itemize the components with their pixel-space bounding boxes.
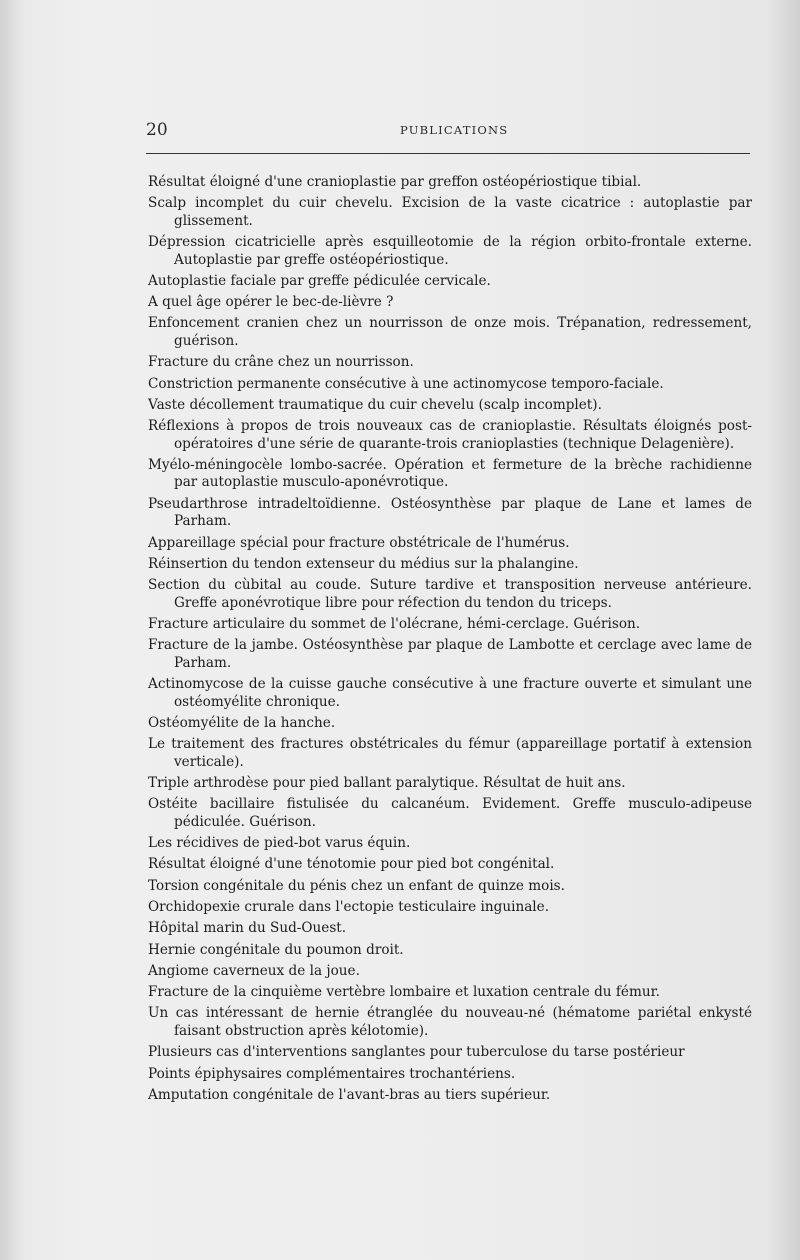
publication-entry: Points épiphysaires complémentaires trochantériens. (148, 1065, 516, 1082)
publication-entry: Triple arthrodèse pour pied ballant paralytique. Résultat de huit ans. (148, 774, 626, 791)
publication-entry: Vaste décollement traumatique du cuir chevelu (scalp incomplet). (148, 396, 602, 413)
publication-entry: Résultat éloigné d'une cranioplastie par greffon ostéopériostique tibial. (148, 174, 642, 190)
publication-entry: Dépression cicatricielle après esquilleotomie de la région orbito-frontale externe. Autoplastie par greffe ostéopériostique. (148, 234, 752, 268)
publication-entry: Fracture du crâne chez un nourrisson. (148, 354, 414, 371)
publication-entry: Orchidopexie crurale dans l'ectopie testiculaire inguinale. (148, 898, 550, 915)
publication-entry: Amputation congénitale de l'avant-bras au tiers supérieur. (148, 1086, 551, 1103)
publication-entry: Section du cùbital au coude. Suture tardive et transposition nerveuse antérieure. Greffe aponévrotique libre pour réfection du tendon du triceps. (148, 577, 752, 611)
publication-entry: Réflexions à propos de trois nouveaux cas de cranioplastie. Résultats éloignés post-opératoires d'une série de quarante-trois cranioplasties (technique Delagenière). (148, 418, 752, 452)
publication-entry: Fracture articulaire du sommet de l'olécrane, hémi-cerclage. Guérison. (148, 615, 641, 632)
running-title: PUBLICATIONS (400, 123, 509, 137)
publication-entry: Résultat éloigné d'une ténotomie pour pied bot congénital. (148, 856, 555, 873)
publication-entry: Réinsertion du tendon extenseur du médius sur la phalangine. (148, 555, 579, 572)
publication-entry: Un cas intéressant de hernie étranglée du nouveau-né (hématome pariétal enkysté faisant obstruction après kélotomie). (148, 1005, 752, 1039)
publication-entry: Hôpital marin du Sud-Ouest. (148, 920, 347, 937)
publication-entry: Hernie congénitale du poumon droit. (148, 941, 404, 958)
publication-entry: Fracture de la jambe. Ostéosynthèse par plaque de Lambotte et cerclage avec lame de Parham. (148, 637, 752, 671)
publication-entry: Fracture de la cinquième vertèbre lombaire et luxation centrale du fémur. (148, 984, 660, 1001)
publication-entry: Torsion congénitale du pénis chez un enfant de quinze mois. (148, 877, 565, 894)
publication-entry: Ostéite bacillaire fistulisée du calcanéum. Evidement. Greffe musculo-adipeuse pédiculée. Guérison. (148, 796, 752, 830)
publication-entry: Les récidives de pied-bot varus équin. (148, 835, 411, 852)
publication-entry: Scalp incomplet du cuir chevelu. Excision de la vaste cicatrice : autoplastie par glissement. (148, 195, 752, 229)
publication-entry: Ostéomyélite de la hanche. (148, 714, 336, 731)
publication-entry: Autoplastie faciale par greffe pédiculée cervicale. (148, 272, 491, 289)
publication-entry: Myélo-méningocèle lombo-sacrée. Opération et fermeture de la brèche rachidienne par autoplastie musculo-aponévrotique. (148, 456, 752, 491)
publication-entry: A quel âge opérer le bec-de-lièvre ? (148, 294, 394, 311)
publication-entry: Appareillage spécial pour fracture obstétricale de l'humérus. (148, 534, 570, 551)
header-rule (146, 153, 750, 154)
publication-list (148, 174, 752, 1108)
publication-entry: Angiome caverneux de la joue. (148, 962, 360, 979)
publication-entry: Enfoncement cranien chez un nourrisson de onze mois. Trépanation, redressement, guérison. (148, 315, 752, 349)
page-number: 20 (146, 120, 168, 140)
publication-entry: Pseudarthrose intradeltoïdienne. Ostéosynthèse par plaque de Lane et lames de Parham. (148, 495, 752, 530)
publication-entry: Plusieurs cas d'interventions sanglantes pour tuberculose du tarse postérieur (148, 1044, 685, 1061)
publication-entry: Actinomycose de la cuisse gauche consécutive à une fracture ouverte et simulant une ostéomyélite chronique. (148, 676, 752, 710)
publication-entry: Le traitement des fractures obstétricales du fémur (appareillage portatif à extension verticale). (148, 736, 752, 770)
page-header (146, 120, 750, 142)
publication-entry: Constriction permanente consécutive à une actinomycose temporo-faciale. (148, 375, 664, 392)
